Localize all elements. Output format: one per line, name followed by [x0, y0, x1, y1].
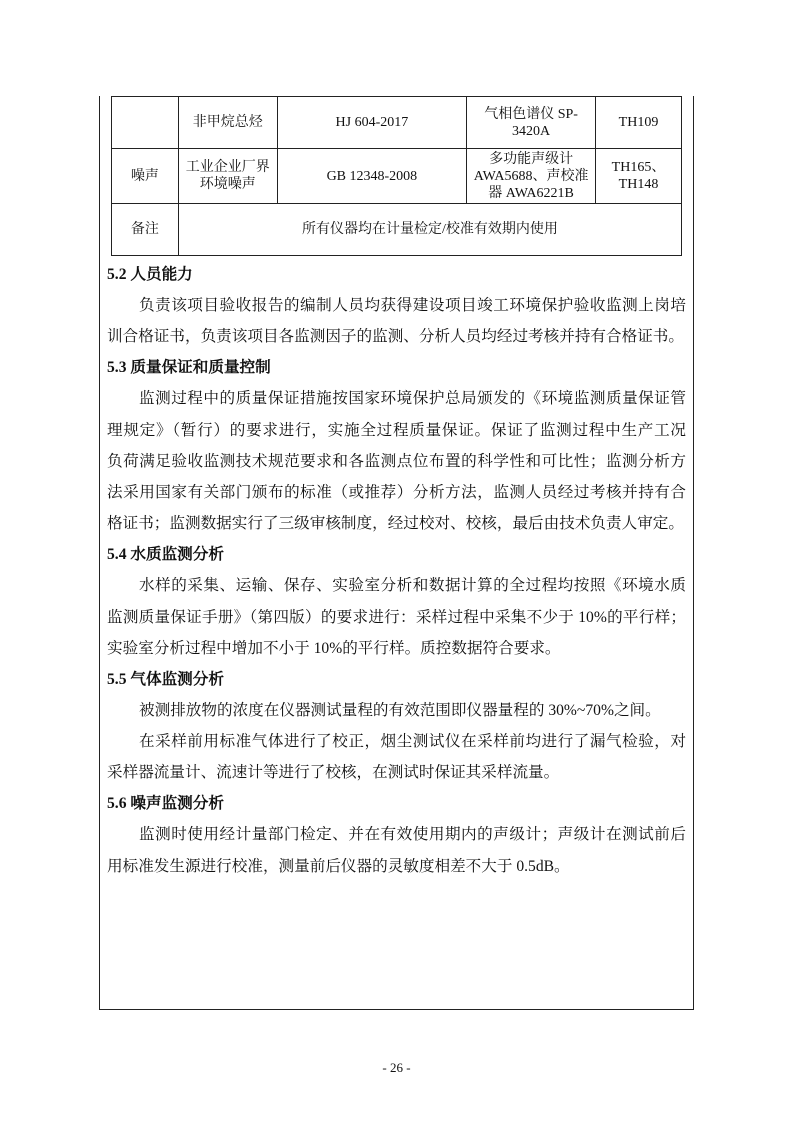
instrument-table: [111, 96, 682, 256]
paragraph-line: 负责该项目验收报告的编制人员均获得建设项目竣工环境保护验收监测上岗培: [139, 297, 686, 314]
paragraph-line: 实验室分析过程中增加不小于 10%的平行样。质控数据符合要求。: [107, 639, 561, 657]
page-number: - 26 -: [382, 1060, 411, 1075]
paragraph-line: 理规定》（暂行）的要求进行，实施全过程质量保证。保证了监测过程中生产工况: [107, 421, 686, 439]
paragraph-line: 负荷满足验收监测技术规范要求和各监测点位布置的科学性和可比性；监测分析方: [107, 452, 686, 470]
section-heading: 5.2 人员能力: [107, 266, 193, 283]
table-row-remark: [112, 204, 682, 256]
table-row: [112, 149, 682, 204]
paragraph-line: 监测过程中的质量保证措施按国家环境保护总局颁发的《环境监测质量保证管: [139, 390, 686, 408]
paragraph-line: 采样器流量计、流速计等进行了校核，在测试时保证其采样流量。: [107, 764, 560, 782]
section-heading: 5.4 水质监测分析: [107, 546, 224, 564]
body-content: [107, 259, 686, 882]
paragraph-line: 格证书；监测数据实行了三级审核制度，经过校对、校核，最后由技术负责人审定。: [107, 515, 684, 533]
paragraph-line: 用标准发生源进行校准，测量前后仪器的灵敏度相差不大于 0.5dB。: [107, 857, 570, 875]
table-cell: [112, 97, 179, 149]
table-cell: 多功能声级计 AWA5688、声校准器 AWA6221B: [467, 149, 596, 204]
table-cell: TH165、TH148: [596, 149, 682, 204]
table-cell: HJ 604-2017: [277, 97, 467, 149]
remark-text: 所有仪器均在计量检定/校准有效期内使用: [178, 204, 681, 256]
section-heading: 5.6 噪声监测分析: [107, 795, 224, 813]
paragraph-line: 被测排放物的浓度在仪器测试量程的有效范围即仪器量程的 30%~70%之间。: [139, 701, 661, 719]
section-heading: 5.5 气体监测分析: [107, 670, 224, 688]
remark-label: 备注: [112, 204, 179, 256]
paragraph-line: 法采用国家有关部门颁布的标准（或推荐）分析方法，监测人员经过考核并持有合: [107, 483, 686, 501]
table-cell: 非甲烷总烃: [178, 97, 277, 149]
paragraph-line: 监测时使用经计量部门检定、并在有效使用期内的声级计；声级计在测试前后: [139, 826, 686, 844]
table-cell: 噪声: [112, 149, 179, 204]
table-cell: TH109: [596, 97, 682, 149]
section-heading: 5.3 质量保证和质量控制: [107, 359, 271, 377]
table-cell: 工业企业厂界环境噪声: [178, 149, 277, 204]
table-row: [112, 97, 682, 149]
paragraph-line: 训合格证书，负责该项目各监测因子的监测、分析人员均经过考核并持有合格证书。: [107, 328, 684, 346]
paragraph-line: 监测质量保证手册》（第四版）的要求进行：采样过程中采集不少于 10%的平行样；: [107, 608, 686, 626]
table-cell: 气相色谱仪 SP-3420A: [467, 97, 596, 149]
paragraph-line: 在采样前用标准气体进行了校正，烟尘测试仪在采样前均进行了漏气检验，对: [139, 733, 686, 751]
paragraph-line: 水样的采集、运输、保存、实验室分析和数据计算的全过程均按照《环境水质: [139, 577, 686, 595]
table-cell: GB 12348-2008: [277, 149, 467, 204]
